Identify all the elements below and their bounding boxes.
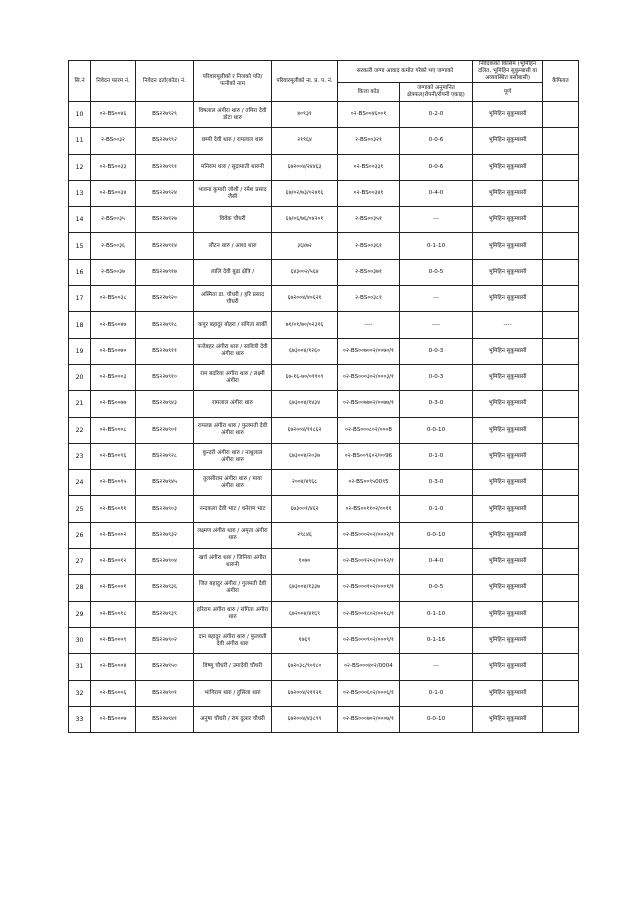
cell-plot-code: २-BS००३२१ — [338, 128, 400, 154]
cell-category: भूमिहिन सुकुम्बासी — [473, 128, 543, 154]
cell-area: 0-0-5 — [400, 575, 473, 601]
cell-reg-code: BS२२७९११ — [136, 338, 194, 364]
cell-citizenship: ६७३००४/१४३४ — [272, 391, 338, 417]
cell-sn: 21 — [69, 391, 91, 417]
cell-reg-code: BS२२७९१४ — [136, 233, 194, 259]
cell-reg-code: BS२२७९०१ — [136, 417, 194, 443]
cell-reg-code: BS२२७९२९ — [136, 102, 194, 128]
cell-category: ---- — [473, 312, 543, 338]
cell-plot-code: २-BS००३५१ — [338, 207, 400, 233]
cell-reg-code: BS२२७९०३ — [136, 496, 194, 522]
cell-category: भूमिहिन सुकुम्बासी — [473, 259, 543, 285]
cell-citizenship: ६७२००४/४३८९९ — [272, 706, 338, 732]
cell-citizenship: ६७-१६-७०/०११०९ — [272, 364, 338, 390]
table-row — [69, 364, 579, 390]
cell-area: 0-0-6 — [400, 154, 473, 180]
table-row — [69, 680, 579, 706]
cell-reg-code: BS२२७९३९ — [136, 601, 194, 627]
cell-area: 0-1-16 — [400, 627, 473, 653]
cell-area: 0-0-3 — [400, 338, 473, 364]
cell-category: भूमिहिन सुकुम्बासी — [473, 522, 543, 548]
cell-sn: 22 — [69, 417, 91, 443]
cell-citizenship: ४०९३१ — [272, 102, 338, 128]
cell-form-no: ०२-BS०००३ — [91, 364, 136, 390]
cell-sn: 15 — [69, 233, 91, 259]
table-row — [69, 575, 579, 601]
table-row — [69, 627, 579, 653]
table-row — [69, 154, 579, 180]
cell-category: भूमिहिन सुकुम्बासी — [473, 338, 543, 364]
cell-remarks — [543, 417, 579, 443]
cell-name: तुलसीराम अंगीरा थारु / माया अंगीरा थारु — [194, 470, 272, 496]
cell-category: भूमिहिन सुकुम्बासी — [473, 102, 543, 128]
cell-form-no: २-BS००३५ — [91, 207, 136, 233]
cell-form-no: ०२-BS०००८ — [91, 417, 136, 443]
cell-category: भूमिहिन सुकुम्बासी — [473, 391, 543, 417]
cell-area: 0-1-0 — [400, 680, 473, 706]
cell-name: कपुर बहादुर बोहरा / संगिता सार्की — [194, 312, 272, 338]
table-row — [69, 417, 579, 443]
cell-citizenship: २१९६४ — [272, 128, 338, 154]
cell-plot-code: ०२-BS००३४१ — [338, 180, 400, 206]
cell-reg-code: BS२२७९४१ — [136, 706, 194, 732]
header-family-head: परिवारमूलीको र निजको पति/पत्नीको नाम — [194, 61, 272, 102]
cell-plot-code: ०२-BS००४६००१ — [338, 102, 400, 128]
header-reg-code: निवेदन दर्ता(कोड) नं. — [136, 61, 194, 102]
cell-plot-code: ०२-BS०००९०२/०००९/१ — [338, 627, 400, 653]
cell-citizenship: ६७२००४/११८६२ — [272, 417, 338, 443]
cell-name: जित बहादुर अंगीरा / गुलमती देवी अंगीरा — [194, 575, 272, 601]
cell-form-no: ०२-BS००१८ — [91, 601, 136, 627]
table-row — [69, 654, 579, 680]
cell-area: 0-3-0 — [400, 391, 473, 417]
header-form-no: निवेदन फारम नं. — [91, 61, 136, 102]
registry-table-wrapper — [68, 60, 578, 733]
header-category-group: निवेदकको किसिम (भूमिहिन दलित, भूमिहिन सुकुम्बासी वा अव्यवस्थित बसोबासी) — [473, 61, 543, 83]
cell-category: भूमिहिन सुकुम्बासी — [473, 470, 543, 496]
cell-citizenship: ६७३००१/४६२ — [272, 496, 338, 522]
cell-remarks — [543, 575, 579, 601]
cell-sn: 17 — [69, 286, 91, 312]
cell-form-no: ०२-BS००७७ — [91, 391, 136, 417]
table-row — [69, 338, 579, 364]
cell-name: रामलन्न अंगीरा थारु / फुलमती देवी अंगीरा थारु — [194, 417, 272, 443]
header-category-sub: पूर्ण — [473, 83, 543, 102]
cell-form-no: ०२-BS००९६ — [91, 443, 136, 469]
cell-plot-code: ०२-BS००७००२/००७०/१ — [338, 338, 400, 364]
cell-remarks — [543, 391, 579, 417]
header-citizenship: परिवारमूलीको ना. प्र. प. नं. — [272, 61, 338, 102]
cell-sn: 28 — [69, 575, 91, 601]
cell-reg-code: BS२२७९२० — [136, 286, 194, 312]
cell-citizenship: ३६४७२ — [272, 233, 338, 259]
cell-plot-code: ०२-BS०००१०२/०००१/१ — [338, 575, 400, 601]
cell-citizenship: २००४/४९६८ — [272, 470, 338, 496]
cell-plot-code: ०२-BS००९६०२/००96 — [338, 443, 400, 469]
cell-form-no: ०२-BS०००६ — [91, 680, 136, 706]
cell-category: भूमिहिन सुकुम्बासी — [473, 233, 543, 259]
cell-remarks — [543, 522, 579, 548]
cell-area: 0-0-5 — [400, 259, 473, 285]
cell-remarks — [543, 680, 579, 706]
cell-reg-code: BS२२७९१७ — [136, 259, 194, 285]
cell-area: 0-1-10 — [400, 601, 473, 627]
header-remarks: कैफियत — [543, 61, 579, 102]
cell-plot-code: ०२-BS००११०२/००११ — [338, 496, 400, 522]
cell-reg-code: BS२२७९५० — [136, 654, 194, 680]
cell-reg-code: BS२२७९०२ — [136, 627, 194, 653]
cell-category: भूमिहिन सुकुम्बासी — [473, 154, 543, 180]
cell-name: विष्णु चौधरी / उमादेवी चौधरी — [194, 654, 272, 680]
cell-category: भूमिहिन सुकुम्बासी — [473, 601, 543, 627]
cell-form-no: २-BS००३७ — [91, 259, 136, 285]
cell-remarks — [543, 207, 579, 233]
cell-remarks — [543, 233, 579, 259]
cell-area: 0-0-6 — [400, 128, 473, 154]
table-row — [69, 443, 579, 469]
registry-table — [68, 60, 579, 733]
cell-sn: 14 — [69, 207, 91, 233]
cell-sn: 33 — [69, 706, 91, 732]
cell-name: लौटन थारु / आशा थारु — [194, 233, 272, 259]
cell-remarks — [543, 496, 579, 522]
cell-area: 0-0-10 — [400, 417, 473, 443]
cell-form-no: ०२-BS००७० — [91, 338, 136, 364]
table-row — [69, 128, 579, 154]
cell-citizenship: ६७३००४/१३३७ — [272, 575, 338, 601]
cell-sn: 32 — [69, 680, 91, 706]
table-row — [69, 286, 579, 312]
cell-plot-code: ०२-BS०००७०२/०००७/१ — [338, 706, 400, 732]
cell-form-no: ०२-BS०००१ — [91, 575, 136, 601]
cell-sn: 20 — [69, 364, 91, 390]
cell-remarks — [543, 180, 579, 206]
cell-area: 0-1-0 — [400, 496, 473, 522]
cell-category: भूमिहिन सुकुम्बासी — [473, 654, 543, 680]
cell-area: 0-1-10 — [400, 233, 473, 259]
cell-name: लालि देवी बुढा क्षेत्रि / — [194, 259, 272, 285]
cell-citizenship: १७६९ — [272, 627, 338, 653]
cell-remarks — [543, 549, 579, 575]
cell-reg-code: BS२२७९९१ — [136, 154, 194, 180]
cell-category: भूमिहिन सुकुम्बासी — [473, 417, 543, 443]
cell-form-no: २-BS००३२ — [91, 128, 136, 154]
cell-reg-code: BS२२७९२७ — [136, 207, 194, 233]
cell-plot-code: २-BS००३७१ — [338, 259, 400, 285]
table-row — [69, 706, 579, 732]
cell-remarks — [543, 128, 579, 154]
cell-reg-code: BS२२७९४३ — [136, 391, 194, 417]
cell-sn: 12 — [69, 154, 91, 180]
cell-citizenship: २९८४६ — [272, 522, 338, 548]
cell-plot-code: ०२-BS००७७०२/००७७/१ — [338, 391, 400, 417]
cell-sn: 31 — [69, 654, 91, 680]
cell-category: भूमिहिन सुकुम्बासी — [473, 496, 543, 522]
cell-citizenship: १०७० — [272, 549, 338, 575]
cell-area: 0-2-0 — [400, 102, 473, 128]
cell-form-no: ०२-BS००४६ — [91, 102, 136, 128]
cell-form-no: ०२-BS००३३ — [91, 154, 136, 180]
cell-form-no: २-BS००३६ — [91, 233, 136, 259]
cell-sn: 27 — [69, 549, 91, 575]
cell-area: 0-0-10 — [400, 706, 473, 732]
header-land-group: सरकारी जग्गा आवाद कमोत गरेको भए जग्गाको — [338, 61, 473, 83]
header-sn: सि.नं — [69, 61, 91, 102]
header-plot-code: कित्ता कोड — [338, 83, 400, 102]
cell-citizenship: ६७२००४/२४४६३ — [272, 154, 338, 180]
cell-area: --- — [400, 207, 473, 233]
cell-form-no: ०२-BS०००७ — [91, 706, 136, 732]
cell-area: 0-0-10 — [400, 522, 473, 548]
cell-sn: 29 — [69, 601, 91, 627]
cell-category: भूमिहिन सुकुम्बासी — [473, 575, 543, 601]
cell-reg-code: BS२२७९३६ — [136, 575, 194, 601]
cell-plot-code: ०२-BS०००२०२/०००२/१ — [338, 522, 400, 548]
cell-area: --- — [400, 654, 473, 680]
cell-remarks — [543, 470, 579, 496]
cell-remarks — [543, 627, 579, 653]
cell-area: 0-4-0 — [400, 180, 473, 206]
cell-name: मनिराम थारु / सुदामाती थारुनी — [194, 154, 272, 180]
cell-plot-code: ०२-BS०००४०२/0004 — [338, 654, 400, 680]
cell-name: फत्तेबहर अंगीरा थारु / सावित्री देवी अंगीरा थारु — [194, 338, 272, 364]
table-row — [69, 470, 579, 496]
cell-remarks — [543, 364, 579, 390]
cell-citizenship: ६७३००४/२०३७ — [272, 443, 338, 469]
cell-name: लक्ष्मण अंगीरा थारु / अमृता अंगीरा थारु — [194, 522, 272, 548]
cell-category: भूमिहिन सुकुम्बासी — [473, 549, 543, 575]
table-row — [69, 522, 579, 548]
table-row — [69, 259, 579, 285]
cell-name: दान बहादुर अंगीरा थारु / फुलवती देवी अंगीरा थारु — [194, 627, 272, 653]
cell-category: भूमिहिन सुकुम्बासी — [473, 207, 543, 233]
cell-form-no: ०२-BS००९५ — [91, 470, 136, 496]
cell-area: 0-3-0 — [400, 470, 473, 496]
cell-form-no: ०२-BS०००२ — [91, 522, 136, 548]
cell-citizenship: ६७२००४/४०६२१ — [272, 286, 338, 312]
cell-name: भावना कुमारी जोशी / रमेश प्रसाद जैसी — [194, 180, 272, 206]
cell-citizenship: ६७/०६/७६/०४२०१ — [272, 207, 338, 233]
cell-category: भूमिहिन सुकुम्बासी — [473, 443, 543, 469]
cell-plot-code: ०२-BS०००३०२/०००३/१ — [338, 364, 400, 390]
cell-remarks — [543, 601, 579, 627]
cell-citizenship: ६७/०२/७३/०२४१६ — [272, 180, 338, 206]
cell-area: 0-0-3 — [400, 364, 473, 390]
table-row — [69, 391, 579, 417]
cell-area: 0-1-0 — [400, 443, 473, 469]
cell-form-no: ०२-BS०००९ — [91, 627, 136, 653]
cell-citizenship: ६७२००४/४१६९ — [272, 601, 338, 627]
cell-form-no: ०२-BS००३८ — [91, 286, 136, 312]
cell-name: खर्च अंगीरा थारु / जिनिया अंगीरा थारुनी — [194, 549, 272, 575]
cell-reg-code: BS२२७९२८ — [136, 443, 194, 469]
cell-name: अनुषा चौधरी / राम दुलार चौधरी — [194, 706, 272, 732]
header-area: जग्गाको अनुमानित क्षेत्रफल(रोपनी/रोपनी एकाइ) — [400, 83, 473, 102]
cell-remarks — [543, 259, 579, 285]
cell-name: कुन्दरी अंगीरा थारु / नाथुलाल अंगीरा थारु — [194, 443, 272, 469]
cell-category: भूमिहिन सुकुम्बासी — [473, 286, 543, 312]
cell-name: विषलाल अंगीरा थारु / तमिरा देवी डोटा थारु — [194, 102, 272, 128]
cell-form-no: ०२-BS००४७ — [91, 312, 136, 338]
cell-reg-code: BS२२७९०४ — [136, 549, 194, 575]
cell-form-no: ०२-BS००३४ — [91, 180, 136, 206]
cell-name: हरिराम अंगीरा थारु / संगिता अंगीरा थारु — [194, 601, 272, 627]
cell-category: भूमिहिन सुकुम्बासी — [473, 680, 543, 706]
cell-remarks — [543, 706, 579, 732]
cell-plot-code: २-BS००३६१ — [338, 233, 400, 259]
cell-category: भूमिहिन सुकुम्बासी — [473, 706, 543, 732]
cell-name: छम्पी देवी थारु / रामलाल थारु — [194, 128, 272, 154]
cell-remarks — [543, 338, 579, 364]
table-row — [69, 549, 579, 575]
cell-sn: 18 — [69, 312, 91, 338]
cell-plot-code: ०२-BS००९५00९5 — [338, 470, 400, 496]
cell-sn: 24 — [69, 470, 91, 496]
cell-sn: 16 — [69, 259, 91, 285]
cell-sn: 30 — [69, 627, 91, 653]
cell-citizenship: ६७२०३८/९०१८० — [272, 654, 338, 680]
cell-plot-code: ०२-BS०००८०२/०००8 — [338, 417, 400, 443]
table-row — [69, 207, 579, 233]
cell-name: नन्दकला देवी भाट / धनेराम भाट — [194, 496, 272, 522]
cell-remarks — [543, 286, 579, 312]
table-row — [69, 601, 579, 627]
cell-citizenship: ७१/०१/७०/०२३१६ — [272, 312, 338, 338]
cell-category: भूमिहिन सुकुम्बासी — [473, 364, 543, 390]
cell-reg-code: BS२२७९१० — [136, 364, 194, 390]
cell-reg-code: BS२२७९९२ — [136, 128, 194, 154]
cell-plot-code: ०२-BS००१८०२/००१८/१ — [338, 601, 400, 627]
cell-reg-code: BS२२७९३२ — [136, 522, 194, 548]
cell-name: विवेक चौधरी — [194, 207, 272, 233]
cell-category: भूमिहिन सुकुम्बासी — [473, 180, 543, 206]
cell-plot-code: ०२-BS००१२०२/००१२/१ — [338, 549, 400, 575]
cell-sn: 13 — [69, 180, 91, 206]
cell-category: भूमिहिन सुकुम्बासी — [473, 627, 543, 653]
cell-sn: 19 — [69, 338, 91, 364]
cell-reg-code: BS२२७९१८ — [136, 312, 194, 338]
table-row — [69, 312, 579, 338]
cell-form-no: ०२-BS००१२ — [91, 549, 136, 575]
cell-area: ---- — [400, 312, 473, 338]
cell-form-no: ०२-BS०००४ — [91, 654, 136, 680]
cell-reg-code: BS२२७९०१ — [136, 680, 194, 706]
cell-citizenship: ६७२००४/२११२१ — [272, 680, 338, 706]
cell-sn: 10 — [69, 102, 91, 128]
cell-remarks — [543, 654, 579, 680]
cell-plot-code: ---- — [338, 312, 400, 338]
cell-remarks — [543, 443, 579, 469]
cell-area: 0-4-0 — [400, 549, 473, 575]
cell-remarks — [543, 154, 579, 180]
cell-reg-code: BS२२७९४५ — [136, 470, 194, 496]
cell-plot-code: ०२-BS०००६०२/०००६/१ — [338, 680, 400, 706]
cell-citizenship: ६७३००४/१२६० — [272, 338, 338, 364]
table-row — [69, 496, 579, 522]
cell-name: रामलाल अंगीरा थारु — [194, 391, 272, 417]
cell-area: --- — [400, 286, 473, 312]
cell-sn: 26 — [69, 522, 91, 548]
cell-sn: 25 — [69, 496, 91, 522]
cell-name: राम बदरिया अंगीरा थारु / लक्ष्मी अंगीरा — [194, 364, 272, 390]
cell-sn: 23 — [69, 443, 91, 469]
cell-reg-code: BS२२७९२४ — [136, 180, 194, 206]
cell-plot-code: ०२-BS००३३१ — [338, 154, 400, 180]
cell-plot-code: २-BS००३८१ — [338, 286, 400, 312]
cell-name: अस्मिता डा. चौधरी / हरि प्रसाद चौधरी — [194, 286, 272, 312]
cell-citizenship: ६४३००२/५६४ — [272, 259, 338, 285]
table-row — [69, 102, 579, 128]
cell-remarks — [543, 312, 579, 338]
table-body — [69, 102, 579, 733]
cell-sn: 11 — [69, 128, 91, 154]
cell-form-no: ०२-BS००११ — [91, 496, 136, 522]
table-row — [69, 180, 579, 206]
cell-name: भागिराम थारु / हुसिला थारु — [194, 680, 272, 706]
table-row — [69, 233, 579, 259]
cell-remarks — [543, 102, 579, 128]
